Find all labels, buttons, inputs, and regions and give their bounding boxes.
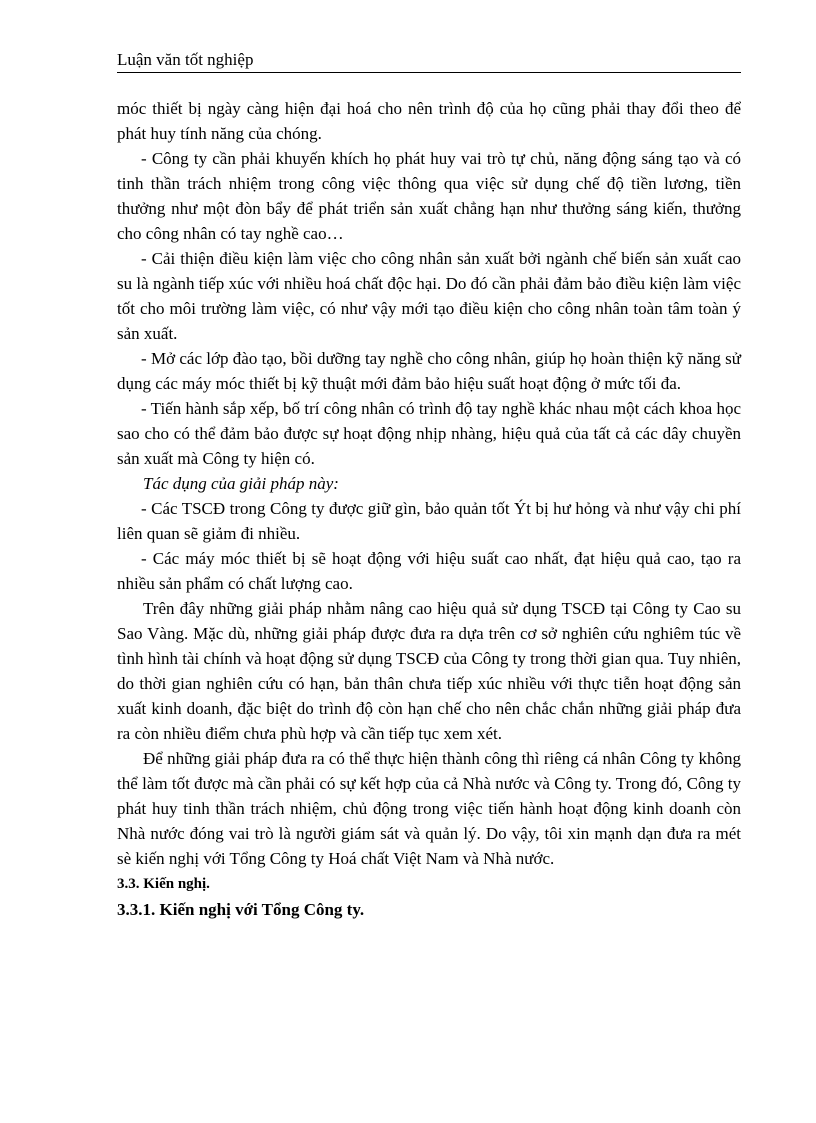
bullet-paragraph: - Tiến hành sắp xếp, bố trí công nhân có trình độ tay nghề khác nhau một cách khoa học sao cho có thể đảm bảo được sự hoạt động nhịp nhàng, hiệu quả của tất cả các dây chuyền sản xuất mà Công ty hiện có. bbox=[117, 399, 741, 468]
bullet-paragraph: - Mở các lớp đào tạo, bồi dưỡng tay nghề cho công nhân, giúp họ hoàn thiện kỹ năng sử dụng các máy móc thiết bị kỹ thuật mới đảm bảo hiệu suất hoạt động ở mức tối đa. bbox=[117, 349, 741, 393]
section-heading: 3.3. Kiến nghị. bbox=[117, 876, 210, 892]
document-body bbox=[117, 96, 741, 923]
bullet-paragraph: - Cải thiện điều kiện làm việc cho công nhân sản xuất bởi ngành chế biến sản xuất cao su là ngành tiếp xúc với nhiều hoá chất độc hại. Do đó cần phải đảm bảo điều kiện làm việc tốt cho môi trường làm việc, có như vậy mới tạo điều kiện cho công nhân toàn tâm toàn ý sản xuất. bbox=[117, 249, 741, 343]
paragraph: Để những giải pháp đưa ra có thể thực hiện thành công thì riêng cá nhân Công ty không thể làm tốt được mà cần phải có sự kết hợp của cả Nhà nước và Công ty. Trong đó, Công ty phát huy tinh thần trách nhiệm, chủ động trong việc tiến hành hoạt động kinh doanh còn Nhà nước đóng vai trò là người giám sát và quản lý. Do vậy, tôi xin mạnh dạn đưa ra mét sè kiến nghị với Tổng Công ty Hoá chất Việt Nam và Nhà nước. bbox=[117, 749, 741, 868]
header-title: Luận văn tốt nghiệp bbox=[117, 50, 254, 69]
page-header bbox=[117, 48, 741, 73]
paragraph: móc thiết bị ngày càng hiện đại hoá cho nên trình độ của họ cũng phải thay đổi theo để phát huy tính năng của chóng. bbox=[117, 99, 741, 143]
subsection-heading: 3.3.1. Kiến nghị với Tổng Công ty. bbox=[117, 900, 365, 919]
bullet-paragraph: - Công ty cần phải khuyến khích họ phát huy vai trò tự chủ, năng động sáng tạo và có tinh thần trách nhiệm trong công việc thông qua việc sử dụng chế độ tiền lương, tiền thưởng như một đòn bẩy để phát triển sản xuất chẳng hạn như thưởng sáng kiến, thưởng cho công nhân có tay nghề cao… bbox=[117, 149, 741, 243]
bullet-paragraph: - Các máy móc thiết bị sẽ hoạt động với hiệu suất cao nhất, đạt hiệu quả cao, tạo ra nhiều sản phẩm có chất lượng cao. bbox=[117, 549, 741, 593]
bullet-paragraph: - Các TSCĐ trong Công ty được giữ gìn, bảo quản tốt Ýt bị hư hỏng và như vậy chi phí liên quan sẽ giảm đi nhiều. bbox=[117, 499, 741, 543]
italic-heading: Tác dụng của giải pháp này: bbox=[143, 474, 339, 493]
paragraph: Trên đây những giải pháp nhằm nâng cao hiệu quả sử dụng TSCĐ tại Công ty Cao su Sao Vàng. Mặc dù, những giải pháp được đưa ra dựa trên cơ sở nghiên cứu nghiêm túc về tình hình tài chính và hoạt động sử dụng TSCĐ của Công ty trong thời gian qua. Tuy nhiên, do thời gian nghiên cứu có hạn, bản thân chưa tiếp xúc nhiều với thực tiễn hoạt động sản xuất kinh doanh, đặc biệt do trình độ còn hạn chế cho nên chắc chắn những giải pháp đưa ra còn nhiều điểm chưa phù hợp và cần tiếp tục xem xét. bbox=[117, 599, 741, 743]
